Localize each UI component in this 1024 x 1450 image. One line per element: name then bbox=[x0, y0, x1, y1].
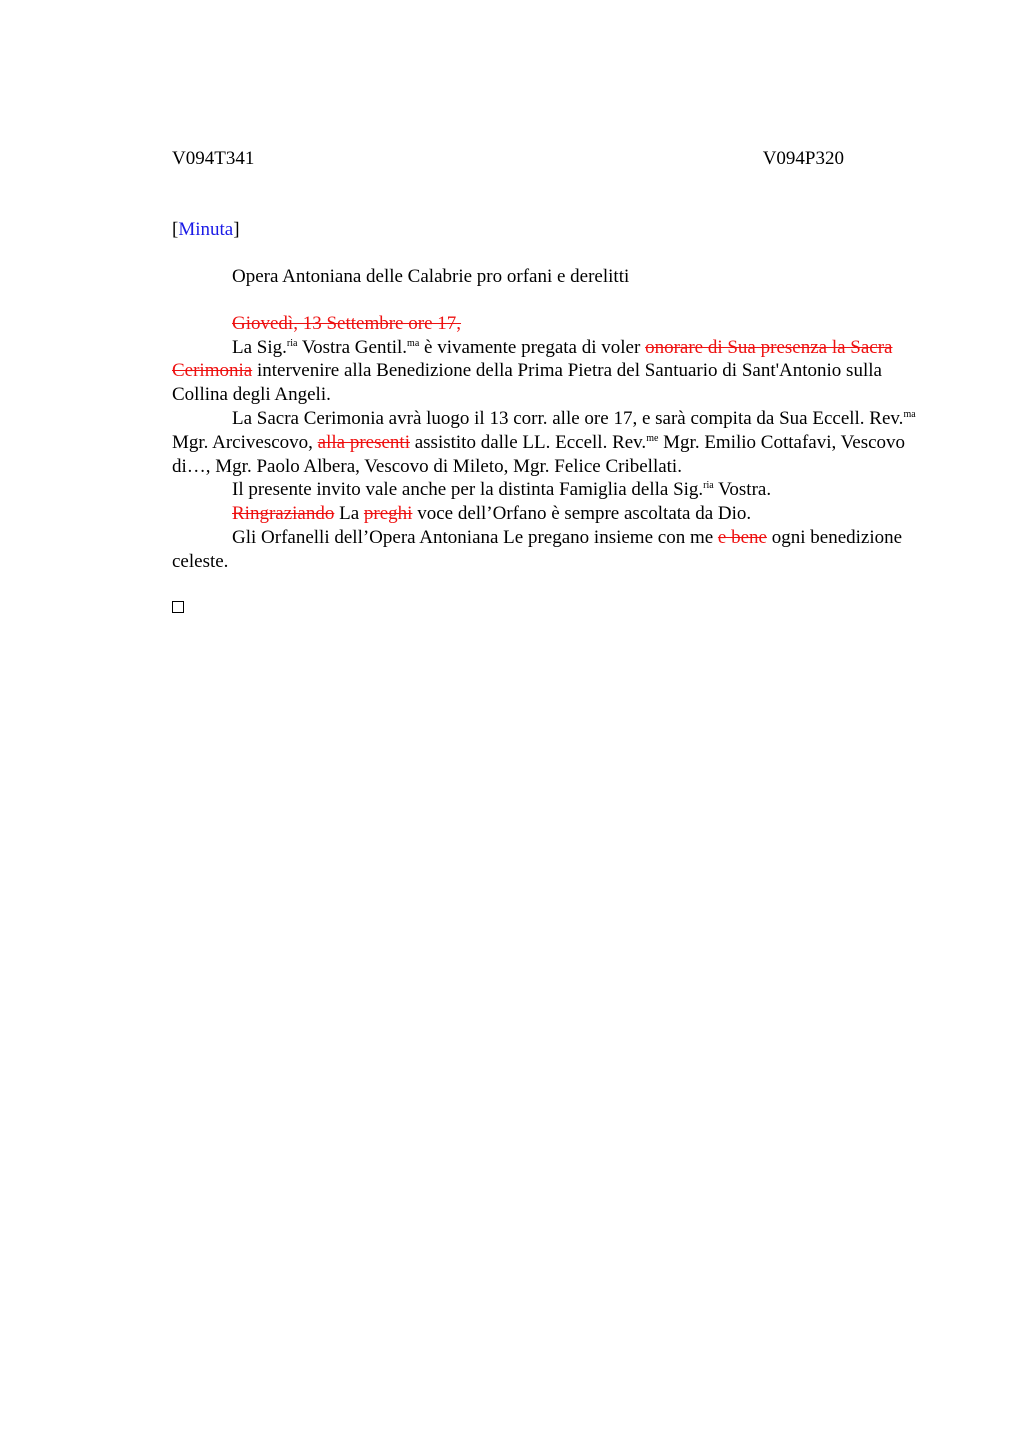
end-mark-square-icon bbox=[172, 601, 184, 613]
letter-body bbox=[172, 265, 924, 574]
text-run: La bbox=[334, 503, 364, 525]
text-run: Gli Orfanelli dell’Opera Antoniana Le pregano insieme con me bbox=[232, 526, 718, 548]
deleted-text: Giovedì, 13 Settembre ore 17, bbox=[232, 312, 462, 334]
paragraph-family bbox=[172, 478, 924, 502]
text-run: Mgr. Arcivescovo, bbox=[172, 431, 318, 453]
deleted-text: onorare di Sua presenza la Sacra Cerimonia bbox=[172, 336, 893, 382]
code-right: V094P320 bbox=[762, 148, 844, 169]
paragraph-ceremony bbox=[172, 407, 924, 478]
minuta-label bbox=[172, 217, 240, 243]
text-run: ogni benedizione celeste. bbox=[172, 526, 903, 572]
deleted-text: Ringraziando bbox=[232, 503, 335, 525]
text-run: La Sig. bbox=[232, 336, 287, 358]
bracket-open: [ bbox=[172, 219, 179, 240]
superscript: me bbox=[646, 432, 659, 444]
text-run: La Sacra Cerimonia avrà luogo il 13 corr. alle ore 17, e sarà compita da Sua Eccell. Rev. bbox=[232, 407, 904, 429]
superscript: ria bbox=[286, 337, 298, 349]
deleted-text: alla presenti bbox=[317, 431, 410, 453]
text-run: Vostra. bbox=[713, 479, 772, 501]
letter-heading: Opera Antoniana delle Calabrie pro orfani e derelitti bbox=[232, 266, 630, 287]
code-left: V094T341 bbox=[172, 148, 255, 169]
paragraph-invitation bbox=[172, 336, 924, 407]
deleted-text: preghi bbox=[363, 503, 413, 525]
bracket-close: ] bbox=[233, 219, 240, 240]
superscript: ma bbox=[407, 337, 420, 349]
superscript: ma bbox=[903, 408, 916, 420]
paragraph-blessing bbox=[172, 526, 924, 574]
document-codes bbox=[172, 146, 844, 172]
deleted-text: e bene bbox=[717, 526, 767, 548]
text-run: intervenire alla Benedizione della Prima Pietra del Santuario di Sant'Antonio sulla Collina degli Angeli. bbox=[172, 360, 882, 406]
text-run: assistito dalle LL. Eccell. Rev. bbox=[409, 431, 647, 453]
paragraph-orphan-voice bbox=[172, 502, 924, 526]
text-run: Mgr. Emilio Cottafavi, Vescovo di…, Mgr. Paolo Albera, Vescovo di Mileto, Mgr. Felice Cribellati. bbox=[172, 431, 906, 477]
text-run: voce dell’Orfano è sempre ascoltata da Dio. bbox=[412, 503, 752, 525]
superscript: ria bbox=[703, 480, 714, 492]
text-run: è vivamente pregata di voler bbox=[419, 336, 646, 358]
text-run: Vostra Gentil. bbox=[297, 336, 408, 358]
deleted-date-line bbox=[172, 312, 924, 336]
text-run: Il presente invito vale anche per la distinta Famiglia della Sig. bbox=[232, 479, 704, 501]
minuta-link[interactable]: Minuta bbox=[178, 219, 234, 240]
